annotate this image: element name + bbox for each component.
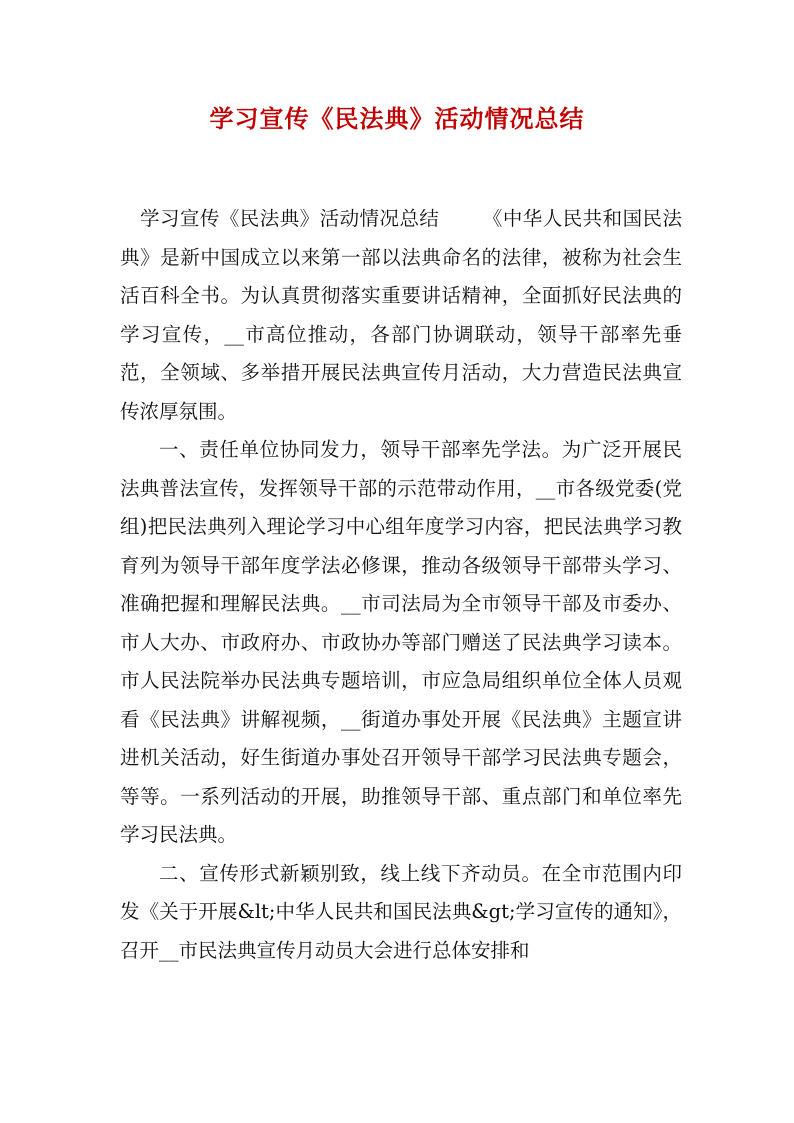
document-body <box>120 200 682 970</box>
paragraph-section-2: 二、宣传形式新颖别致，线上线下齐动员。在全市范围内印发《关于开展&lt;中华人民共和国民法典&gt;学习宣传的通知》，召开__市民法典宣传月动员大会进行总体安排和 <box>120 861 682 962</box>
paragraph-section-1: 一、责任单位协同发力，领导干部率先学法。为广泛开展民法典普法宣传，发挥领导干部的示范带动作用，__市各级党委(党组)把民法典列入理论学习中心组年度学习内容，把民法典学习教育列为领导干部年度学法必修课，推动各级领导干部带头学习、准确把握和理解民法典。__市司法局为全市领导干部及市委办、市人大办、市政府办、市政协办等部门赠送了民法典学习读本。市人民法院举办民法典专题培训，市应急局组织单位全体人员观看《民法典》讲解视频，__街道办事处开展《民法典》主题宣讲进机关活动，好生街道办事处召开领导干部学习民法典专题会，等等。一系列活动的开展，助推领导干部、重点部门和单位率先学习民法典。 <box>120 438 682 846</box>
document-title: 学习宣传《民法典》活动情况总结 <box>209 104 585 133</box>
paragraph-intro: 学习宣传《民法典》活动情况总结 《中华人民共和国民法典》是新中国成立以来第一部以法典命名的法律，被称为社会生活百科全书。为认真贯彻落实重要讲话精神，全面抓好民法典的学习宣传，__市高位推动，各部门协调联动，领导干部率先垂范，全领域、多举措开展民法典宣传月活动，大力营造民法典宣传浓厚氛围。 <box>120 207 682 423</box>
